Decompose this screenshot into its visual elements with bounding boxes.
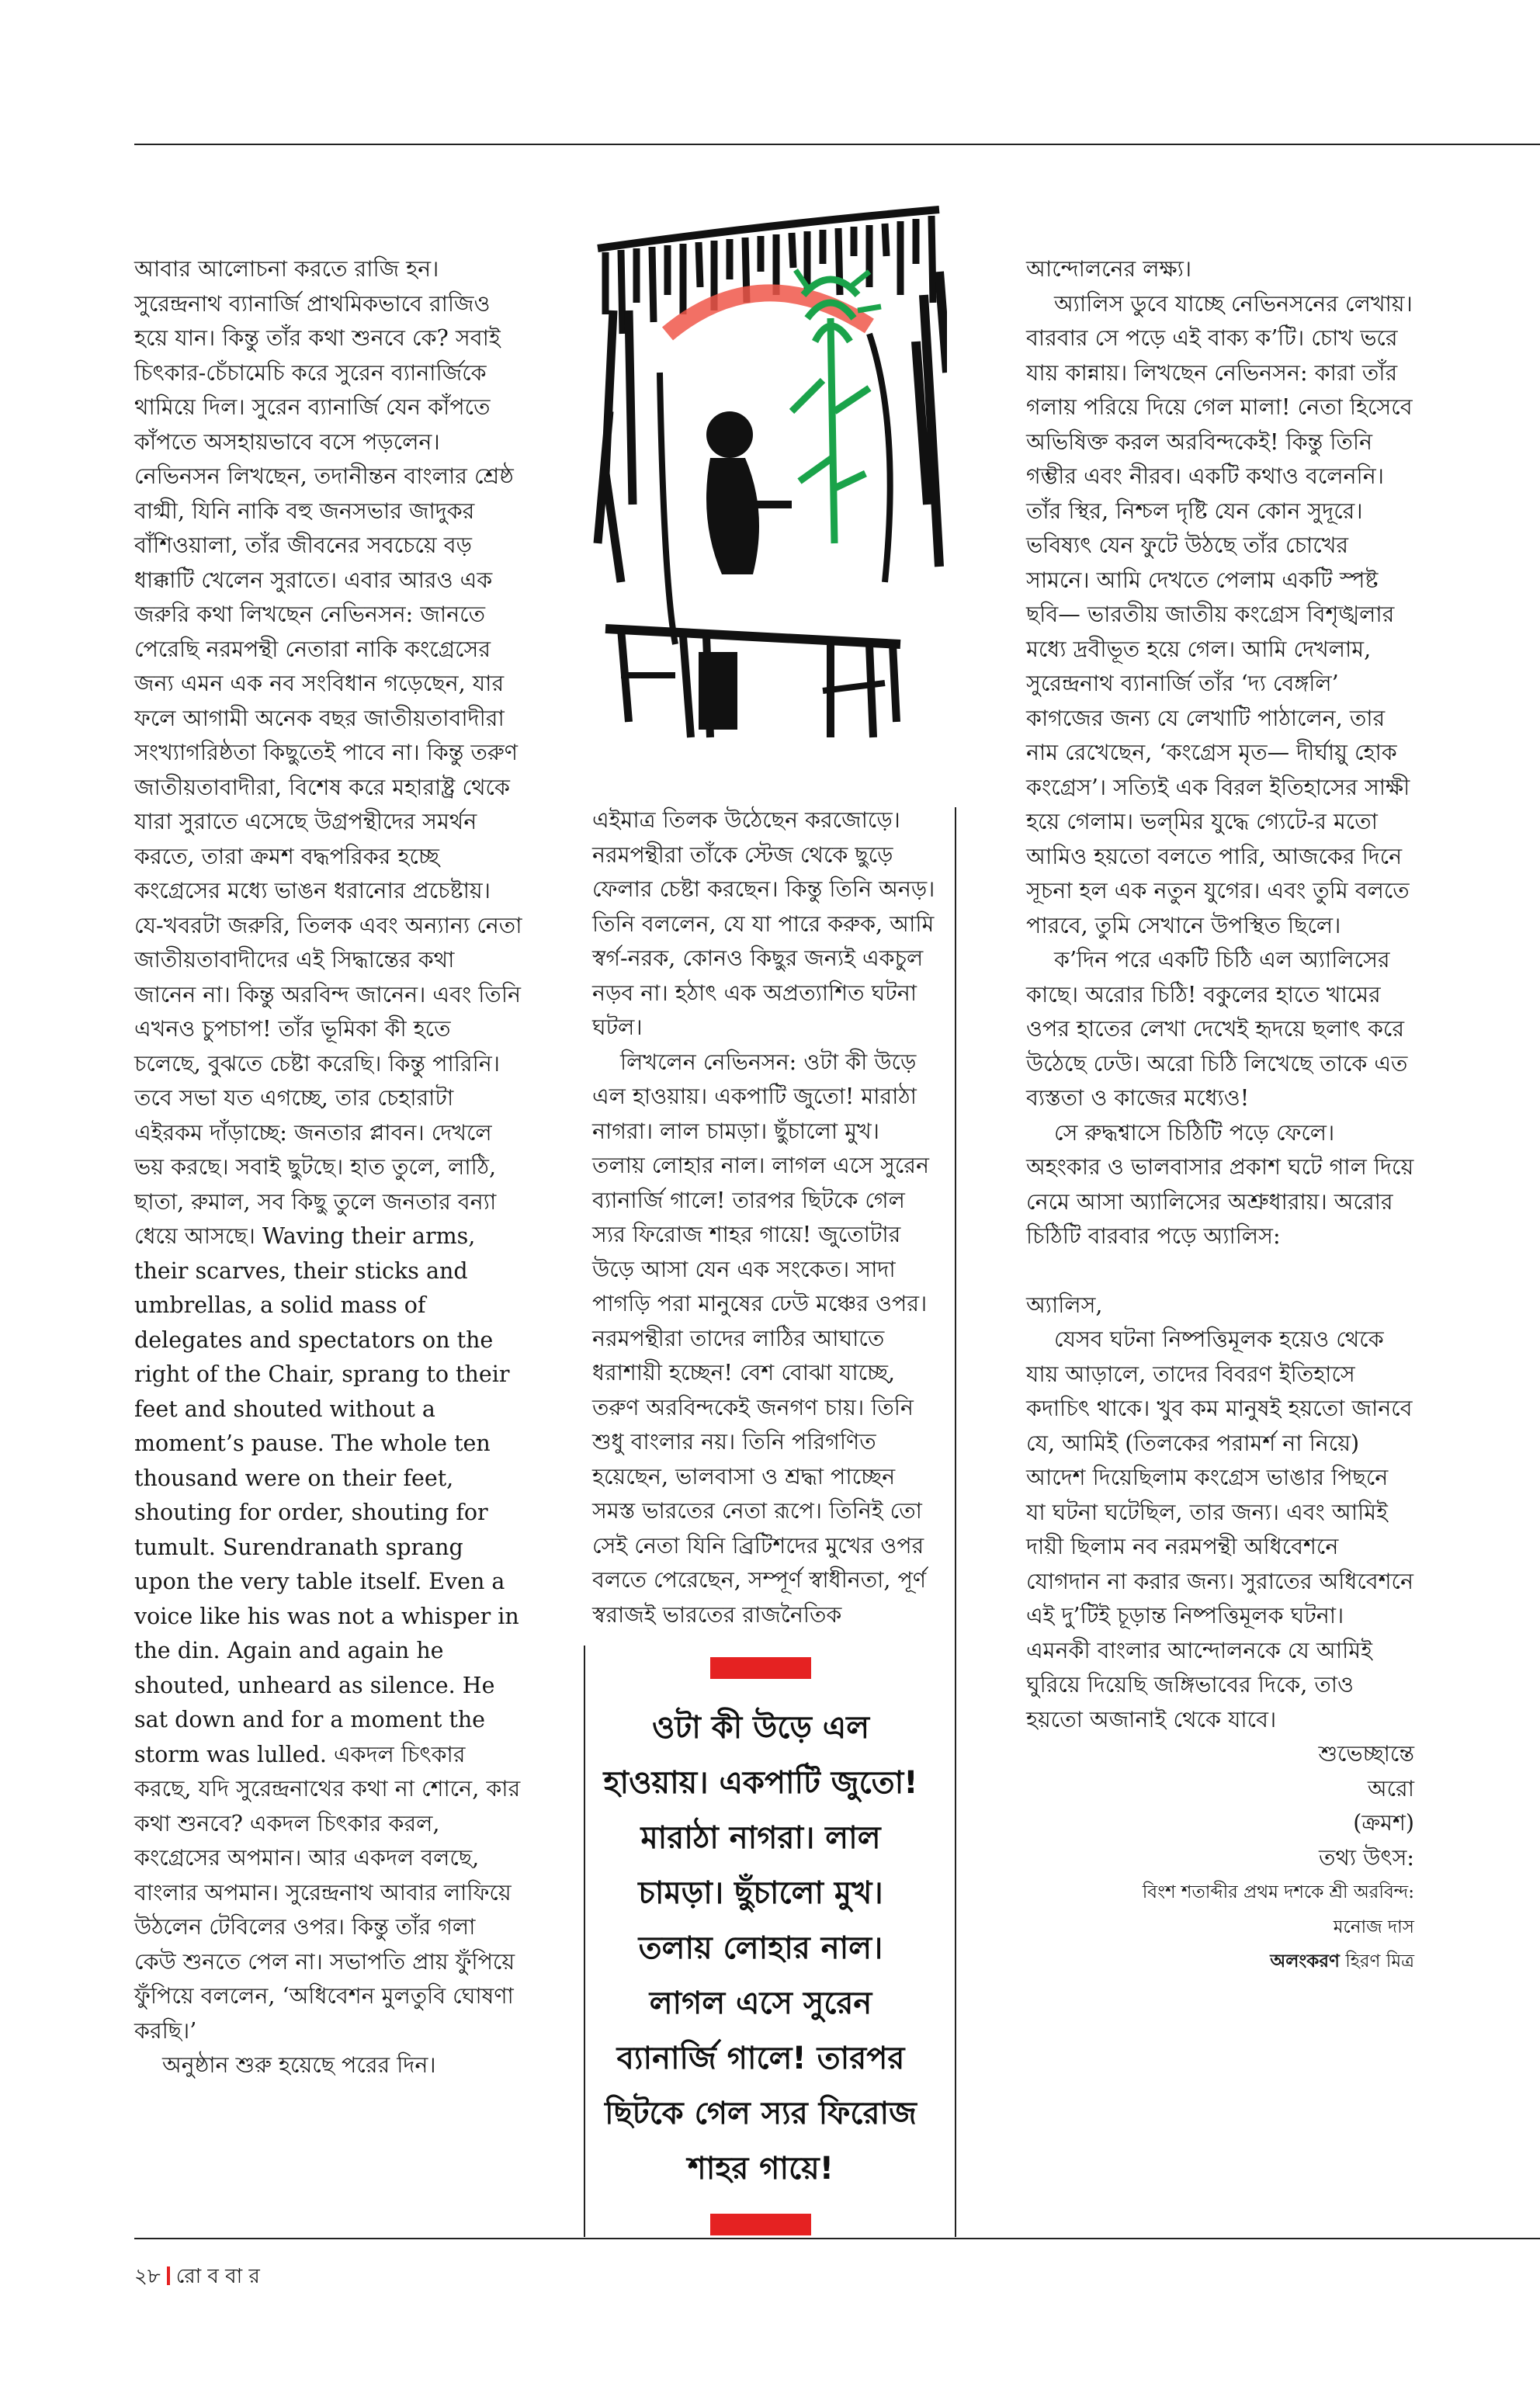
paragraph: এইমাত্র তিলক উঠেছেন করজোড়ে। নরমপন্থীরা তাঁকে স্টেজ থেকে ছুড়ে ফেলার চেষ্টা করছেন। কিন্তু তিনি অনড়। তিনি বললেন, যে যা পারে করুক, আমি স্বর্গ-নরক, কোনও কিছুর জন্যই একচুল নড়ব না। হঠাৎ এক অপ্রত্যাশিত ঘটনা ঘটল।: [592, 807, 935, 1040]
paragraph: আবার আলোচনা করতে রাজি হন। সুরেন্দ্রনাথ ব্যানার্জি প্রাথমিকভাবে রাজিও হয়ে যান। কিন্তু তাঁর কথা শুনবে কে? সবাই চিৎকার-চেঁচামেচি করে সুরেন ব্যানার্জিকে থামিয়ে দিল। সুরেন ব্যানার্জি যেন কাঁপতে কাঁপতে অসহায়ভাবে বসে পড়লেন। নেভিনসন লিখছেন, তদানীন্তন বাংলার শ্রেষ্ঠ বাগ্মী, যিনি নাকি বহু জনসভার জাদুকর বাঁশিওয়ালা, তাঁর জীবনের সবচেয়ে বড় ধাক্কাটি খেলেন সুরাতে। এবার আরও এক জরুরি কথা লিখছেন নেভিনসন: জানতে পেরেছি নরমপন্থী নেতারা নাকি কংগ্রেসের জন্য এমন এক নব সংবিধান গড়েছেন, যার ফলে আগামী অনেক বছর জাতীয়তাবাদীরা সংখ্যাগরিষ্ঠতা কিছুতেই পাবে না। কিন্তু তরুণ জাতীয়তাবাদীরা, বিশেষ করে মহারাষ্ট্র থেকে যারা সুরাতে এসেছে উগ্রপন্থীদের সমর্থন করতে, তারা ক্রমশ বদ্ধপরিকর হচ্ছে কংগ্রেসের মধ্যে ভাঙন ধরানোর প্রচেষ্টায়। যে-খবরটা জরুরি, তিলক এবং অন্যান্য নেতা জাতীয়তাবাদীদের এই সিদ্ধান্তের কথা জানেন না। কিন্তু অরবিন্দ জানেন। এবং তিনি এখনও চুপচাপ! তাঁর ভূমিকা কী হতে চলেছে, বুঝতে চেষ্টা করেছি। কিন্তু পারিনি। তবে সভা যত এগচ্ছে, তার চেহারাটা এইরকম দাঁড়াচ্ছে: জনতার প্লাবন। দেখলে ভয় করছে। সবাই ছুটছে। হাত তুলে, লাঠি, ছাতা, রুমাল, সব কিছু তুলে জনতার বন্যা ধেয়ে আসছে। Waving their arms, their scarves, their sticks and umbrellas, a solid mass of delegates and spectators on the right of the Chair, sprang to their feet and shouted without a moment’s pause. The whole ten thousand were on their feet, shouting for order, shouting for tumult. Surendranath sprang upon the very table itself. Even a voice like his was not a whisper in the din. Again and again he shouted, unheard as silence. He sat down and for a moment the storm was lulled. একদল চিৎকার করছে, যদি সুরেন্দ্রনাথের কথা না শোনে, কার কথা শুনবে? একদল চিৎকার করল, কংগ্রেসের অপমান। আর একদল বলছে, বাংলার অপমান। সুরেন্দ্রনাথ আবার লাফিয়ে উঠলেন টেবিলের ওপর। কিন্তু তাঁর গলা কেউ শুনতে পেল না। সভাপতি প্রায় ফুঁপিয়ে ফুঁপিয়ে বললেন, ‘অধিবেশন মুলতুবি ঘোষণা করছি।’: [134, 256, 522, 2044]
illustration-credit: [1026, 1944, 1414, 1979]
column-divider: [955, 807, 956, 2237]
article-column-3: [1026, 252, 1414, 1979]
pull-quote: [598, 1657, 924, 2235]
paragraph: লিখলেন নেভিনসন: ওটা কী উড়ে এল হাওয়ায়। একপাটি জুতো! মারাঠা নাগরা। লাল চামড়া। ছুঁচালো মুখ। তলায় লোহার নাল। লাগল এসে সুরেন ব্যানার্জি গালে! তারপর ছিটকে গেল স্যর ফিরোজ শাহর গায়ে! জুতোটার উড়ে আসা যেন এক সংকেত। সাদা পাগড়ি পরা মানুষের ঢেউ মঞ্চের ওপর। নরমপন্থীরা তাদের লাঠির আঘাতে ধরাশায়ী হচ্ছেন! বেশ বোঝা যাচ্ছে, তরুণ অরবিন্দকেই জনগণ চায়। তিনি শুধু বাংলার নয়। তিনি পরিগণিত হয়েছেন, ভালবাসা ও শ্রদ্ধা পাচ্ছেন সমস্ত ভারতের নেতা রূপে। তিনিই তো সেই নেতা যিনি ব্রিটিশদের মুখের ওপর বলতে পেরেছেন, সম্পূর্ণ স্বাধীনতা, পূর্ণ স্বরাজই ভারতের রাজনৈতিক: [592, 1049, 929, 1628]
page-footer: [134, 2265, 260, 2288]
sources-author: মনোজ দাস: [1333, 1916, 1414, 1937]
article-column-2: [592, 803, 938, 1632]
paragraph: আন্দোলনের লক্ষ্য।: [1026, 256, 1192, 282]
paragraph: ক’দিন পরে একটি চিঠি এল অ্যালিসের কাছে। অরোর চিঠি! বকুলের হাতে খামের ওপর হাতের লেখা দেখেই হৃদয়ে ছলাৎ করে উঠেছে ঢেউ। অরো চিঠি লিখেছে তাকে এত ব্যস্ততা ও কাজের মধ্যেও!: [1026, 947, 1408, 1111]
bottom-rule: [134, 2238, 1540, 2239]
sources-line: বিংশ শতাব্দীর প্রথম দশকে শ্রী অরবিন্দ:: [1142, 1882, 1414, 1902]
top-rule: [134, 144, 1540, 145]
illustration: [574, 179, 947, 768]
page-number: ২৮: [134, 2265, 161, 2288]
letter-body: যেসব ঘটনা নিষ্পত্তিমূলক হয়েও থেকে যায় আড়ালে, তাদের বিবরণ ইতিহাসে কদাচিৎ থাকে। খুব কম মানুষই হয়তো জানবে যে, আমিই (তিলকের পরামর্শ না নিয়ে) আদেশ দিয়েছিলাম কংগ্রেস ভাঙার পিছনে যা ঘটনা ঘটেছিল, তার জন্য। এবং আমিই দায়ী ছিলাম নব নরমপন্থী অধিবেশনে যোগদান না করার জন্য। সুরাতের অধিবেশনে এই দু’টিই চূড়ান্ত নিষ্পত্তিমূলক ঘটনা। এমনকী বাংলার আন্দোলনকে যে আমিই ঘুরিয়ে দিয়েছি জঙ্গিভাবের দিকে, তাও হয়তো অজানাই থেকে যাবে।: [1026, 1327, 1414, 1732]
illustration-credit-label: অলংকরণ: [1270, 1951, 1340, 1972]
pull-quote-text: ওটা কী উড়ে এল হাওয়ায়। একপাটি জুতো! মারাঠা নাগরা। লাল চামড়া। ছুঁচালো মুখ। তলায় লোহার নাল। লাগল এসে সুরেন ব্যানার্জি গালে! তারপর ছিটকে গেল স্যর ফিরোজ শাহর গায়ে!: [603, 1710, 918, 2187]
paragraph: সে রুদ্ধশ্বাসে চিঠিটি পড়ে ফেলে। অহংকার ও ভালবাসার প্রকাশ ঘটে গাল দিয়ে নেমে আসা অ্যালিসের অশ্রুধারায়। অরোর চিঠিটি বারবার পড়ে অ্যালিস:: [1026, 1119, 1414, 1249]
sources-heading: তথ্য উৎস:: [1318, 1844, 1414, 1871]
article-column-1: [134, 252, 522, 2083]
serial-continued: (ক্রমশ): [1353, 1810, 1414, 1836]
magazine-name: রো ব বা র: [175, 2265, 260, 2288]
column-divider: [584, 1646, 585, 2237]
letter-closing: শুভেচ্ছান্তে: [1318, 1741, 1414, 1767]
illustration-icon: [574, 179, 947, 768]
illustrator-name: হিরণ মিত্র: [1345, 1951, 1414, 1972]
paragraph: অনুষ্ঠান শুরু হয়েছে পরের দিন।: [162, 2052, 436, 2078]
footer-separator: [167, 2266, 170, 2285]
paragraph: অ্যালিস ডুবে যাচ্ছে নেভিনসনের লেখায়। বারবার সে পড়ে এই বাক্য ক’টি। চোখ ভরে যায় কান্নায়। লিখছেন নেভিনসন: কারা তাঁর গলায় পরিয়ে দিয়ে গেল মালা! নেতা হিসেবে অভিষিক্ত করল অরবিন্দকেই! কিন্তু তিনি গম্ভীর এবং নীরব। একটি কথাও বলেননি। তাঁর স্থির, নিশ্চল দৃষ্টি যেন কোন সুদূরে। ভবিষ্যৎ যেন ফুটে উঠছে তাঁর চোখের সামনে। আমি দেখতে পেলাম একটি স্পষ্ট ছবি— ভারতীয় জাতীয় কংগ্রেস বিশৃঙ্খলার মধ্যে দ্রবীভূত হয়ে গেল। আমি দেখলাম, সুরেন্দ্রনাথ ব্যানার্জি তাঁর ‘দ্য বেঙ্গলি’ কাগজের জন্য যে লেখাটি পাঠালেন, তার নাম রেখেছেন, ‘কংগ্রেস মৃত— দীর্ঘায়ু হোক কংগ্রেস’। সত্যিই এক বিরল ইতিহাসের সাক্ষী হয়ে গেলাম। ভল্‌মির যুদ্ধে গ্যেটে-র মতো আমিও হয়তো বলতে পারি, আজকের দিনে সূচনা হল এক নতুন যুগের। এবং তুমি বলতে পারবে, তুমি সেখানে উপস্থিত ছিলে।: [1026, 290, 1413, 938]
letter-salutation: অ্যালিস,: [1026, 1292, 1103, 1318]
letter-signature: অরো: [1367, 1775, 1414, 1802]
pull-quote-bottom-bar: [710, 2214, 811, 2235]
pull-quote-top-bar: [710, 1657, 811, 1679]
